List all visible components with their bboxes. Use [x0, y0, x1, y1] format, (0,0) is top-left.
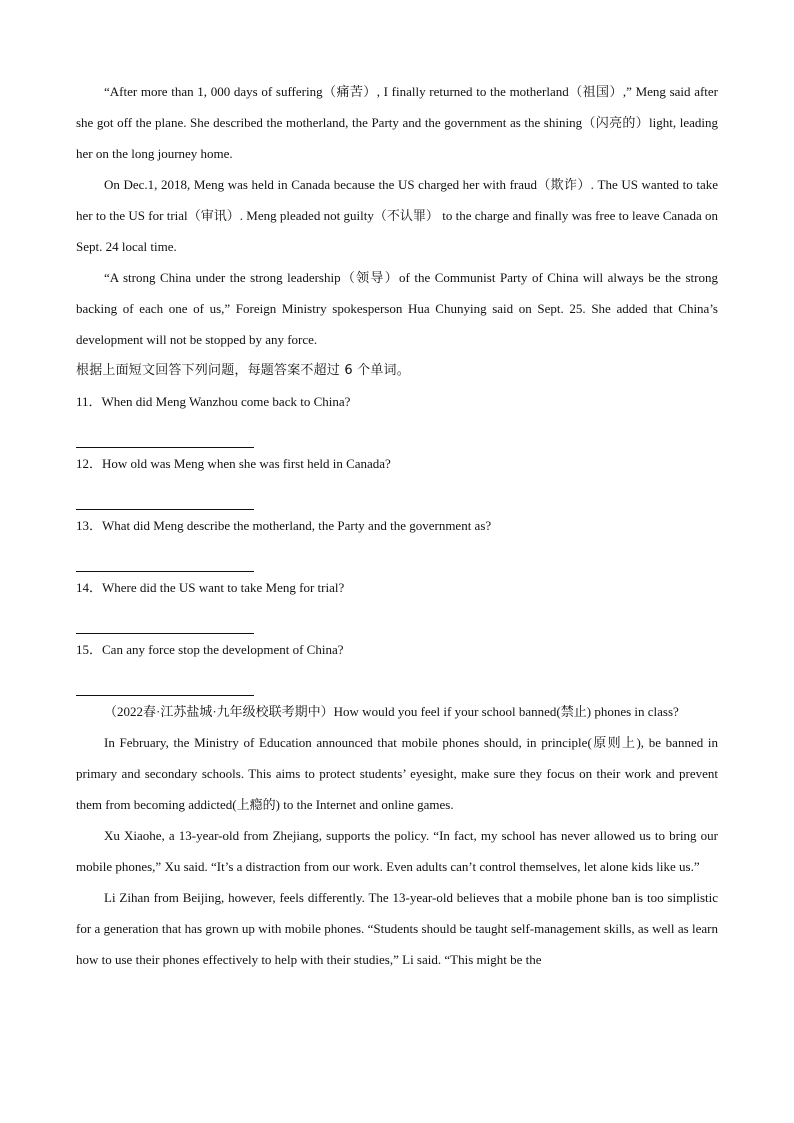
passage2-paragraph-3: Xu Xiaohe, a 13-year-old from Zhejiang, supports the policy. “In fact, my school has never allowed us to bring our mobile phones,” Xu said. “It’s a distraction from our work. Even adults can’t control themselves, let alone kids like us.” [76, 828, 718, 874]
question-instruction: 根据上面短文回答下列问题，每题答案不超过 6 个单词。 [76, 363, 410, 378]
passage2-paragraph-1: （2022春·江苏盐城·九年级校联考期中）How would you feel if your school banned(禁止) phones in class? [104, 704, 679, 719]
question-15: 15．Can any force stop the development of China? [76, 642, 344, 657]
document-page [76, 76, 718, 975]
passage1-paragraph-3: “A strong China under the strong leadership（领导）of the Communist Party of China will always be the strong backing of each one of us,” Foreign Ministry spokesperson Hua Chunying said on Sept. 25. She added that China’s development will not be stopped by any force. [76, 270, 718, 347]
question-12: 12．How old was Meng when she was first held in Canada? [76, 456, 391, 471]
passage1-paragraph-1: “After more than 1, 000 days of suffering（痛苦）, I finally returned to the motherland（祖国）,” Meng said after she got off the plane. She described the motherland, the Party and the government as the shining（闪亮的）light, leading her on the long journey home. [76, 84, 718, 161]
answer-blank-11[interactable] [76, 417, 254, 448]
passage1-paragraph-2: On Dec.1, 2018, Meng was held in Canada because the US charged her with fraud（欺诈）. The US wanted to take her to the US for trial（审讯）. Meng pleaded not guilty（不认罪） to the charge and finally was free to leave Canada on Sept. 24 local time. [76, 177, 718, 254]
answer-blank-12[interactable] [76, 479, 254, 510]
question-14: 14．Where did the US want to take Meng for trial? [76, 580, 345, 595]
answer-blank-15[interactable] [76, 665, 254, 696]
passage2-paragraph-4: Li Zihan from Beijing, however, feels differently. The 13-year-old believes that a mobile phone ban is too simplistic for a generation that has grown up with mobile phones. “Students should be taught self-management skills, as well as learn how to use their phones effectively to help with their studies,” Li said. “This might be the [76, 890, 718, 967]
question-13: 13．What did Meng describe the motherland, the Party and the government as? [76, 518, 492, 533]
answer-blank-13[interactable] [76, 541, 254, 572]
question-11: 11．When did Meng Wanzhou come back to China? [76, 394, 351, 409]
passage2-paragraph-2: In February, the Ministry of Education announced that mobile phones should, in principle(原则上), be banned in primary and secondary schools. This aims to protect students’ eyesight, make sure they focus on their work and prevent them from becoming addicted(上瘾的) to the Internet and online games. [76, 735, 718, 812]
answer-blank-14[interactable] [76, 603, 254, 634]
